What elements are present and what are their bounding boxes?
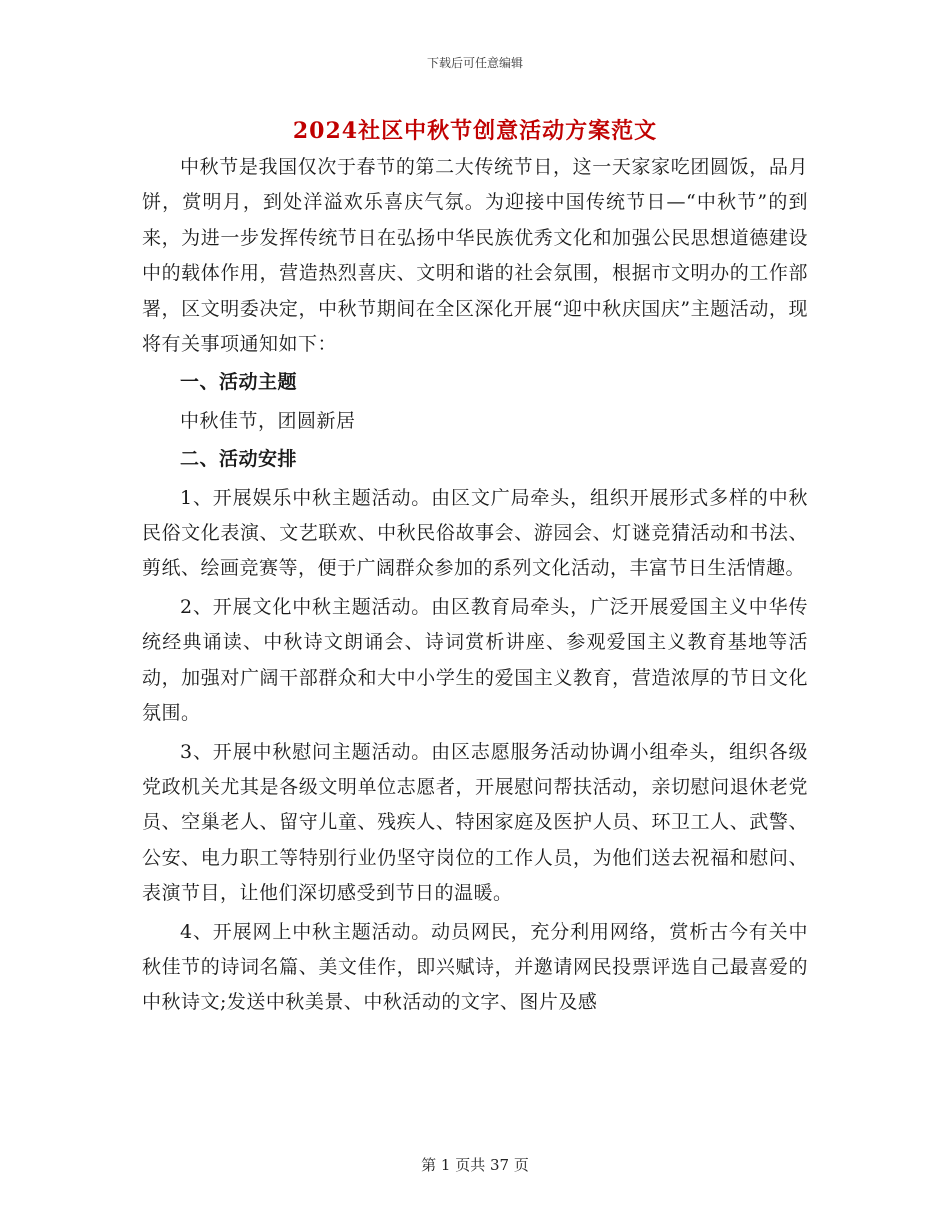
arrangement-item-2: 2、开展文化中秋主题活动。由区教育局牵头，广泛开展爱国主义中华传统经典诵读、中秋诗文朗诵会、诗词赏析讲座、参观爱国主义教育基地等活动，加强对广阔干部群众和大中小学生的爱国主义教育，营造浓厚的节日文化氛围。 [142,595,808,725]
section-heading-theme: 一、活动主题 [180,371,298,394]
arrangement-item-3: 3、开展中秋慰问主题活动。由区志愿服务活动协调小组牵头，组织各级党政机关尤其是各级文明单位志愿者，开展慰问帮扶活动，亲切慰问退休老党员、空巢老人、留守儿童、残疾人、特困家庭及医护人员、环卫工人、武警、公安、电力职工等特别行业仍坚守岗位的工作人员，为他们送去祝福和慰问、表演节目，让他们深切感受到节日的温暖。 [142,740,808,905]
header-note: 下载后可任意编辑 [426,56,523,70]
document-title: 2024社区中秋节创意活动方案范文 [292,118,658,144]
arrangement-item-4: 4、开展网上中秋主题活动。动员网民，充分利用网络，赏析古今有关中秋佳节的诗词名篇、美文佳作，即兴赋诗，并邀请网民投票评选自己最喜爱的中秋诗文;发送中秋美景、中秋活动的文字、图片及感 [142,920,808,1014]
theme-paragraph: 中秋佳节，团圆新居 [180,409,356,432]
intro-paragraph: 中秋节是我国仅次于春节的第二大传统节日，这一天家家吃团圆饭，品月饼，赏明月，到处洋溢欢乐喜庆气氛。为迎接中国传统节日—“中秋节”的到来，为进一步发挥传统节日在弘扬中华民族优秀文化和加强公民思想道德建设中的载体作用，营造热烈喜庆、文明和谐的社会氛围，根据市文明办的工作部署，区文明委决定，中秋节期间在全区深化开展“迎中秋庆国庆”主题活动，现将有关事项通知如下： [142,156,808,356]
arrangement-item-1: 1、开展娱乐中秋主题活动。由区文广局牵头，组织开展形式多样的中秋民俗文化表演、文艺联欢、中秋民俗故事会、游园会、灯谜竞猜活动和书法、剪纸、绘画竞赛等，便于广阔群众参加的系列文化活动，丰富节日生活情趣。 [142,486,808,580]
section-heading-arrangement: 二、活动安排 [180,448,298,471]
page-number: 第 1 页共 37 页 [421,1156,529,1174]
document-body [142,150,808,1024]
